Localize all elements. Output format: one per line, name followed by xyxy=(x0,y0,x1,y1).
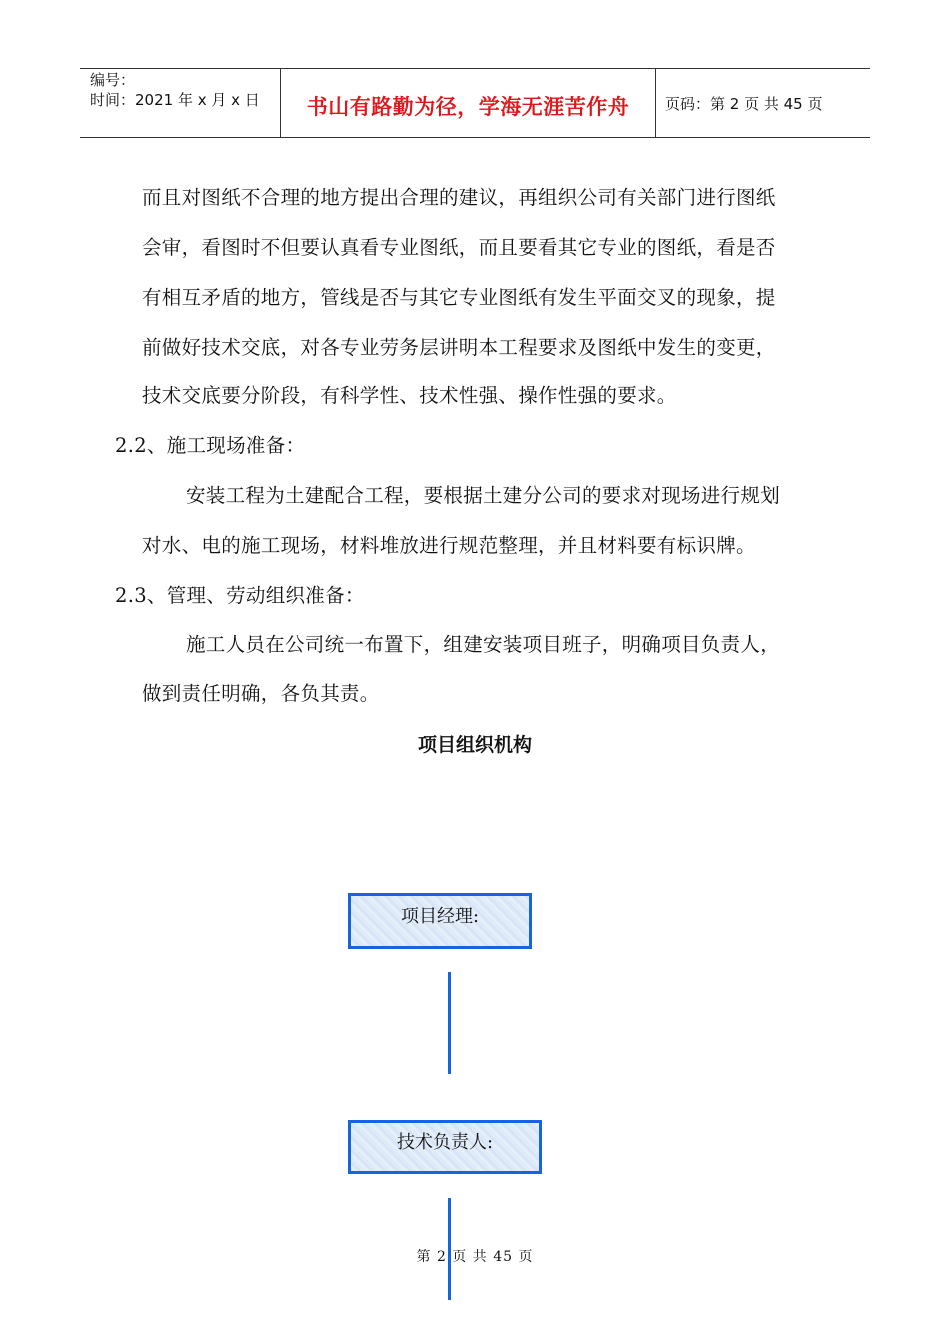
number-label: 编号： xyxy=(90,71,136,89)
paragraph-line: 技术交底要分阶段，有科学性、技术性强、操作性强的要求。 xyxy=(142,384,677,407)
org-connector-line xyxy=(448,972,451,1074)
section-heading: 2.3、管理、劳动组织准备： xyxy=(115,584,365,607)
org-chart-title: 项目组织机构 xyxy=(417,734,532,756)
paragraph-line: 施工人员在公司统一布置下，组建安装项目班子，明确项目负责人， xyxy=(186,633,781,656)
paragraph-line: 前做好技术交底，对各专业劳务层讲明本工程要求及图纸中发生的变更， xyxy=(142,336,776,359)
page-info: 页码：第 2 页 共 45 页 xyxy=(665,95,823,113)
header-motto-cell xyxy=(280,69,656,137)
paragraph-line: 会审，看图时不但要认真看专业图纸，而且要看其它专业的图纸，看是否 xyxy=(142,236,776,259)
page-footer: 第 2 页 共 45 页 xyxy=(416,1249,534,1265)
org-box-technical-lead xyxy=(348,1120,542,1174)
paragraph-line: 对水、电的施工现场，材料堆放进行规范整理，并且材料要有标识牌。 xyxy=(142,534,756,557)
paragraph-line: 安装工程为土建配合工程，要根据土建分公司的要求对现场进行规划 xyxy=(186,484,781,507)
paragraph-line: 而且对图纸不合理的地方提出合理的建议，再组织公司有关部门进行图纸 xyxy=(142,186,776,209)
motto: 书山有路勤为径，学海无涯苦作舟 xyxy=(306,95,630,119)
org-box-project-manager xyxy=(348,893,532,949)
paragraph-line: 有相互矛盾的地方，管线是否与其它专业图纸有发生平面交叉的现象，提 xyxy=(142,286,776,309)
paragraph-line: 做到责任明确，各负其责。 xyxy=(142,682,380,705)
section-heading: 2.2、施工现场准备： xyxy=(115,434,306,457)
header-page-cell xyxy=(656,69,870,137)
date-label: 时间：2021 年 x 月 x 日 xyxy=(90,91,260,109)
org-box-label: 技术负责人: xyxy=(396,1132,494,1153)
document-header xyxy=(80,68,870,138)
org-box-label: 项目经理: xyxy=(400,906,480,927)
header-meta xyxy=(80,69,280,137)
